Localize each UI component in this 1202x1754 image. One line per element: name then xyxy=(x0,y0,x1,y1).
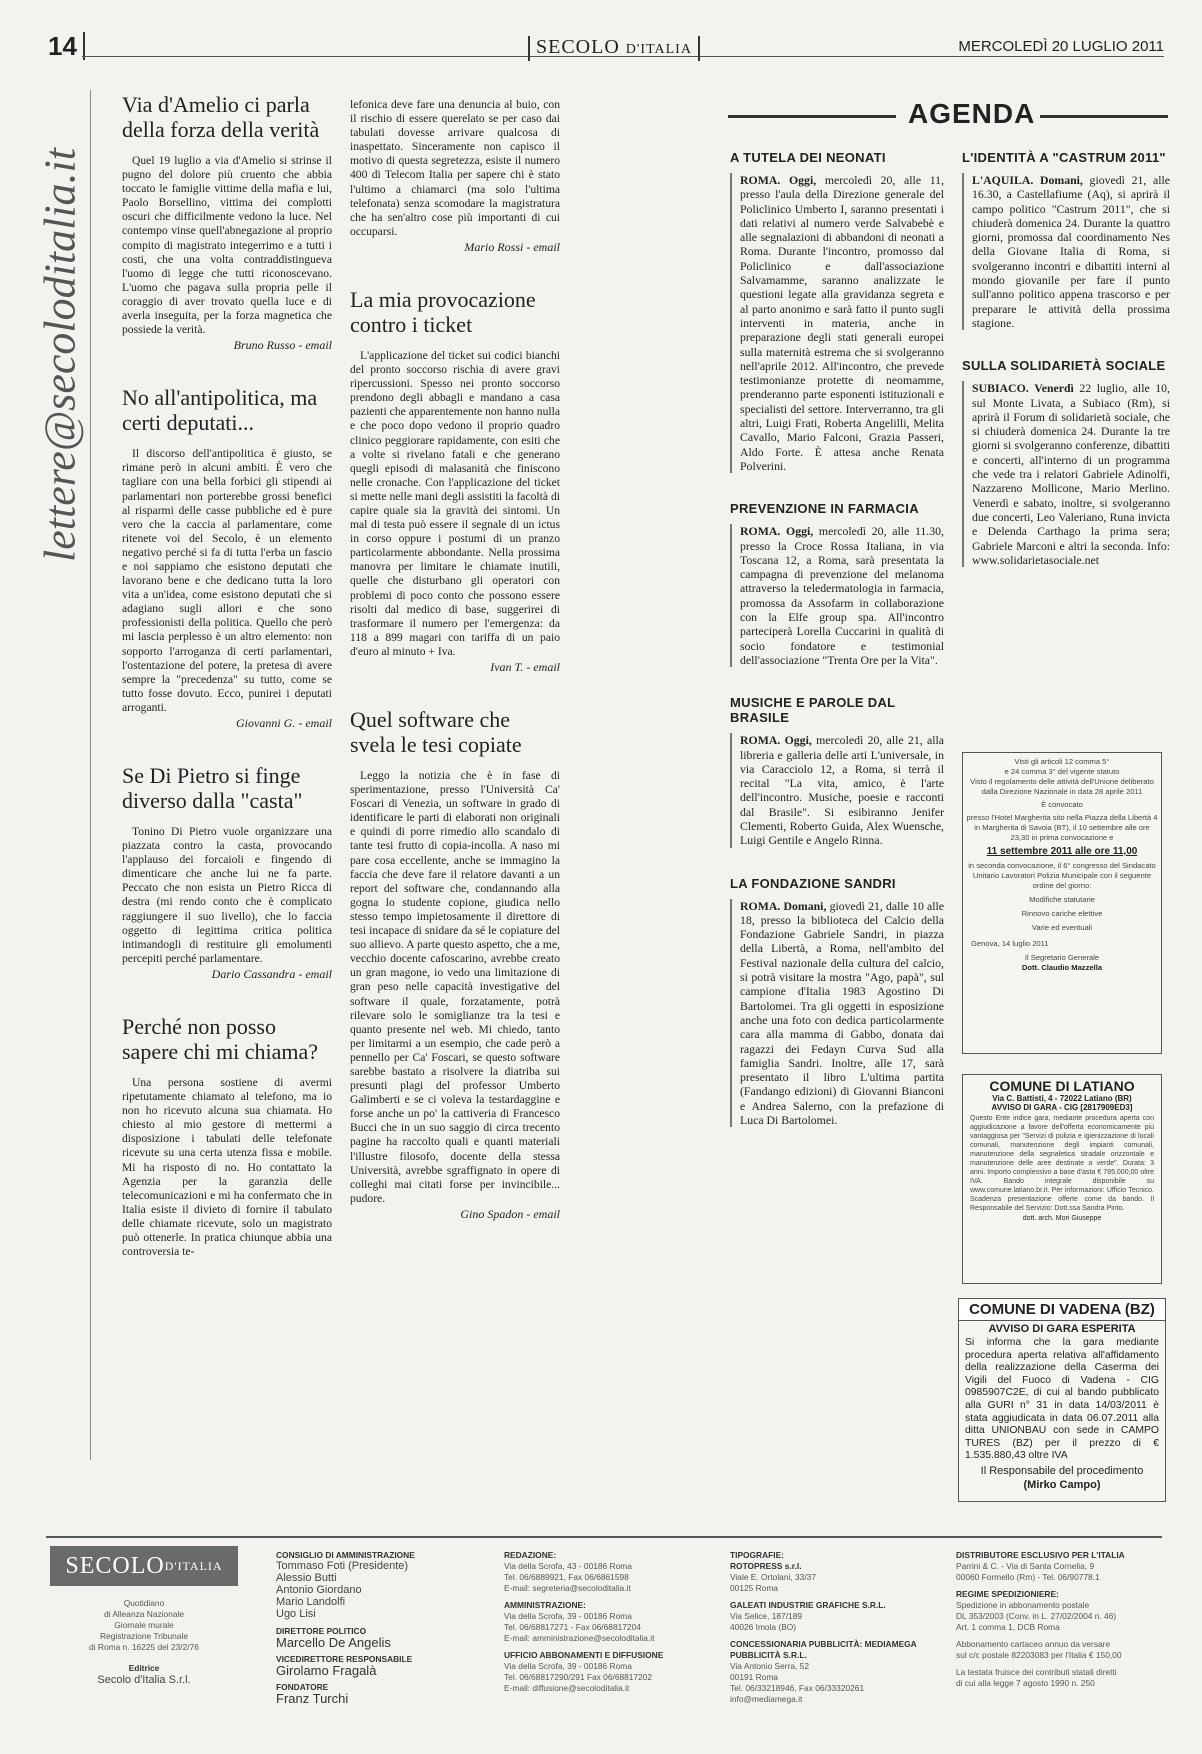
letter-continued xyxy=(350,98,560,255)
agenda-item xyxy=(962,358,1170,567)
letter xyxy=(350,287,560,675)
letter-title: Perché non posso sapere chi mi chiama? xyxy=(122,1013,319,1064)
letter-body: Una persona sostiene di avermi ripetutamente chiamato al telefono, ma io non ho ricevuto alcuna sua chiamata. Ho chiesto al mio gestore di mettermi a disposizione i tabulati delle telefonate ricevute su una certa utenza fissa e mobile. Mi ha risposto di no. Ho contattato la Agenzia per la garanzia delle telecomunicazioni e mi ha confermato che in Italia esiste il divieto di fornire il tabulato delle chiamate ricevute, solo un magistrato può ottenerle. In pratica chiunque abbia una controversia te- xyxy=(122,1075,332,1259)
agenda-item-body: ROMA. Oggi, mercoledì 20, alle 11, presso l'aula della Direzione generale del Policlinico Umberto I, saranno presentati i dati relativi al numero verde Salvabebè e alle segnalazioni di abbandoni di neonati a Roma. Durante l'incontro, promosso dal Policlinico e dall'associazione Salvamamme, saranno analizzate le questioni legate alla gravidanza segreta e al parto anonimo e sarà fatto il punto sugli interventi in materia, anche in preparazione degli stati generali europei sulla maternità estrema che si svolgeranno nell'aprile 2012. All'incontro, che prevede testimonianze protette di neomamme, prenderanno parte esponenti istituzionali e specialisti del settore. Interverranno, tra gli altri, Luigi Frati, Roberta Angelilli, Melita Cavallo, Mario Falconi, Grazia Passeri, Aldo Forte. È attesa anche Renata Polverini. xyxy=(740,173,945,473)
letter-signature: Gino Spadon - email xyxy=(460,1206,560,1221)
agenda-item xyxy=(730,150,944,473)
notice-line: Varie ed eventuali xyxy=(1031,923,1093,932)
letter xyxy=(122,385,332,731)
letter-body: Tonino Di Pietro vuole organizzare una piazzata contro la casta, provocando l'applauso dei forcaioli e fingendo di dimenticare che anche lui ne fa parte. Peccato che non esista un Pietro Ricca di destra (mi rendo conto che è complicato raggiungere il suo livello), che lo faccia oggetto di legittima critica politica intimandogli di restituire gli emolumenti percepiti perché parlamentare. xyxy=(122,825,332,965)
letter-body: Il discorso dell'antipolitica è giusto, se rimane però in alcuni ambiti. È vero che tagliare con una bella forbici gli stipendi ai parlamentari non porterebbe grossi benefici al risparmi delle casse pubbliche ed è pure vero che la caccia al parlamentare, come ritenete voi del Secolo, è un elemento negativo perché si fa di tutta l'erba un fascio e noi sappiamo che esistono deputati che lavorano bene e che dedicano tutta la loro vita a un'idea, come esistono deputati che si adagiano sugli allori e che sono professionisti della politica. Quello che però mi lascia perplesso è un altro elemento: non sopporto l'arroganza di certi parlamentari, l'ostentazione del potere, la pretesa di avere sempre la "precedenza" su tutto, come se tutto fosse dovuto. Ecco, punirei i deputati arroganti. xyxy=(122,447,332,714)
letter-signature: Dario Cassandra - email xyxy=(211,966,332,981)
notice-line: e 24 comma 3° del vigente statuto xyxy=(1004,767,1120,776)
letters-column-2 xyxy=(350,98,560,1254)
agenda-column-1 xyxy=(730,150,944,1155)
notice-line: in seconda convocazione, il 6° congresso del Sindacato Unitario Lavoratori Polizia Municipale con il seguente ordine del giorno: xyxy=(968,861,1156,890)
agenda-item-title: LA FONDAZIONE SANDRI xyxy=(730,875,896,891)
notice-signer: (Mirko Campo) xyxy=(1023,1478,1101,1491)
agenda-item xyxy=(730,501,944,667)
letter-signature: Mario Rossi - email xyxy=(464,239,560,254)
issue-date: MERCOLEDÌ 20 LUGLIO 2011 xyxy=(958,38,1164,55)
letter xyxy=(122,92,332,353)
footer-registration: Quotidiano di Alleanza Nazionale Giornale murale Registrazione Tribunale di Roma n. 16225 del 23/2/76 Editrice Secolo d'Italia S.r.l. xyxy=(89,1598,199,1686)
agenda-item-title: L'IDENTITÀ A "CASTRUM 2011" xyxy=(962,150,1166,165)
letters-email-vertical[interactable]: lettere@secoloditalia.it xyxy=(35,148,85,562)
footer-offices: REDAZIONE: Via della Scrofa, 43 - 00186 Roma Tel. 06/6889921, Fax 06/6861598 E-mail: segreteria@secoloditalia.it AMMINISTRAZIONE: Via della Scrofa, 39 - 00186 Roma Tel. 06/68817271 - Fax 06/68817204 E-mail: amministrazione@secoloditalia.it UFFICIO ABBONAMENTI E DIFFUSIONE Via della Scrofa, 39 - 00186 Roma Tel. 06/68817290/291 Fax 06/68817202 E-mail: diffusione@secoloditalia.it xyxy=(504,1550,664,1693)
vadena-notice xyxy=(958,1298,1166,1502)
notice-date-line: 11 settembre 2011 alle ore 11,00 xyxy=(986,846,1138,857)
notice-body: Questo Ente indice gara, mediante procedura aperta con aggiudicazione a favore dell'offerta economicamente più vantaggiosa per "Servizi di pulizia e igienizzazione di locali comunali, manutenzione degli impianti comunali, manutenzione della segnaletica stradale orizzontale e manutenzione delle aree destinate a verde". Durata: 3 anni. Importo complessivo a base d'asta € 795.000,00 oltre IVA. Bando integrale disponibile su www.comune.latiano.br.it. Per informazioni: Ufficio Tecnico. Scadenza presentazione offerte come da bando. Il Responsabile del Servizio: Dott.ssa Sandra Pinto. xyxy=(970,1115,1154,1212)
notice-line: Modifiche statutarie xyxy=(1029,895,1095,904)
side-rule xyxy=(90,90,91,1460)
letter-title: Via d'Amelio ci parla della forza della verità xyxy=(122,92,320,142)
notice-line: Visti gli articoli 12 comma 5° xyxy=(1014,757,1110,766)
notice-title: COMUNE DI LATIANO xyxy=(989,1078,1135,1094)
footer-board: CONSIGLIO DI AMMINISTRAZIONE Tommaso Foti (Presidente) Alessio Butti Antonio Giordano Mario Landolfi Ugo Lisi DIRETTORE POLITICO Marcello De Angelis VICEDIRETTORE RESPONSABILE Girolamo Fragalà FONDATORE Franz Turchi xyxy=(276,1550,415,1706)
notice-body: Si informa che la gara mediante procedura aperta relativa all'affidamento della realizzazione della Caserma dei Vigili del Fuoco di Vadena - CIG 0985907C2E, di cui al bando pubblicato alla GURI n° 31 in data 14/03/2011 è stata aggiudicata in data 06.07.2011 alla ditta UNIONBAU con sede in CAMPO TURES (BZ) per il prezzo di € 1.535.880,43 oltre IVA xyxy=(965,1337,1159,1462)
agenda-rule-right xyxy=(1040,115,1168,118)
agenda-item-title: A TUTELA DEI NEONATI xyxy=(730,150,886,165)
notice-role: Il Segretario Generale xyxy=(1024,953,1100,962)
agenda-rule-left xyxy=(728,115,896,118)
notice-line: Rinnovo cariche elettive xyxy=(1021,909,1103,918)
masthead: SECOLO D'ITALIA xyxy=(528,36,700,61)
letter-body: Leggo la notizia che è in fase di sperimentazione, presso l'Università Ca' Foscari di Venezia, un software in grado di identificare le parti di elaborati non originali e quindi di porre rimedio allo scandalo di tante tesi frutto di copia-incolla. A naso mi pare cosa eccellente, anche se immagino la faccia che deve fare il relatore davanti a un report del software che, condannando alla gogna lo studente copione, giudica nello stesso tempo impietosamente il direttore di tesi incapace di snidare da sé le copiature del suo allievo. A parte questo aspetto, che a me, vecchio docente cafoscarino, avrebbe creato un gran magone, io vedo una limitazione di gran peso nelle capacità investigative del software il quale, forzatamente, potrà rilevare solo le somiglianze tra la tesi e quanto presente nel web. Mi chiedo, tanto per limitarmi a un esempio, che cade però a pennello per Ca' Foscari, se questo software sarebbe bastato a risolvere la diatriba sui presunti plagi del professor Umberto Galimberti e se ci voleva la testardaggine e forse anche un po' la cattiveria di Francesco Bucci che in un suo saggio di circa trecento pagine ha raccolto quali e quanti materiali l'illustre filosofo, docente della stessa Università, avrebbe sgraffignato in opere di colleghi mai citati forse per invincibile... pudore. xyxy=(350,769,560,1205)
letter-body: L'applicazione del ticket sui codici bianchi del pronto soccorso rischia di avere gravi ripercussioni. Spesso nei pronto soccorso prendono degli abbagli e mandano a casa pazienti che apparentemente non hanno nulla e che poco dopo vedono il proprio quadro clinico peggiorare rapidamente, con esiti che a volte si rivelano fatali e che generano quegli episodi di malasanità che finiscono nelle cronache. Con l'applicazione del ticket si mette nelle mani degli assistiti la facoltà di capire quale sia la gravità dei sintomi. Un mal di testa può essere il segnale di un ictus in corso oppure i postumi di un pranzo particolarmente abbondante. Nella prossima manovra per limitare le chiamate inutili, quelle che disturbano gli operatori con problemi di poco conto che possono essere risolti dal medico di base, suggerirei di trasformare il numero per l'emergenza: da 118 a 899 magari con tariffa di un paio d'euro al minuto + Iva. xyxy=(350,348,560,658)
agenda-item-body: ROMA. Oggi, mercoledì 20, alle 21, alla libreria e galleria delle arti L'universale, in via Caracciolo 12, a Roma, si terrà il recital "La vita, amico, è l'arte dell'incontro. Musiche, poesie e racconti dal Brasile". Si esibiranno Jenifer Clementi, Roberto Guida, Alex Wuensche, Luigi Gentile e Angelo Rinna. xyxy=(740,733,944,848)
page-number: 14 xyxy=(48,32,85,60)
notice-address: Via C. Battisti, 4 - 72022 Latiano (BR) xyxy=(992,1094,1132,1103)
agenda-heading xyxy=(728,98,1168,132)
agenda-item-body: ROMA. Oggi, mercoledì 20, alle 11.30, presso la Croce Rossa Italiana, in via Toscana 12, a Roma, sarà presentata la campagna di prevenzione del melanoma attraverso la teledermatologia in farmacia, promossa da Assofarm in collaborazione con la Elfe group spa. All'incontro parteciperà Lorella Cuccarini in qualità di socio fondatore e testimonial dell'associazione "Trenta Ore per la Vita". xyxy=(740,524,945,667)
letter xyxy=(122,763,332,982)
letter xyxy=(350,707,560,1222)
letters-column-1 xyxy=(122,92,332,1291)
notice-line: presso l'Hotel Margherita sito nella Piazza della Libertà 4 in Margherita di Savoia (BT), il 10 settembre alle ore 23,30 in prima convocazione e xyxy=(966,813,1158,842)
agenda-item xyxy=(730,876,944,1128)
agenda-item xyxy=(730,695,944,847)
notice-line: È convocato xyxy=(1041,800,1083,809)
notice-place-date: Genova, 14 luglio 2011 xyxy=(971,939,1049,948)
letter-title: Se Di Pietro si finge diverso dalla "casta" xyxy=(122,763,303,813)
letter-signature: Bruno Russo - email xyxy=(233,338,332,353)
agenda-item-title: PREVENZIONE IN FARMACIA xyxy=(730,501,919,517)
congress-notice xyxy=(962,752,1162,1054)
agenda-title: AGENDA xyxy=(908,98,1036,129)
footer-printers: TIPOGRAFIE: ROTOPRESS s.r.l. Viale E. Ortolani, 33/37 00125 Roma GALEATI INDUSTRIE GRAFICHE S.R.L. Via Selice, 187/189 40026 Imola (BO) CONCESSIONARIA PUBBLICITÀ: MEDIAMEGA PUBBLICITÀ S.R.L. Via Antonio Serra, 52 00191 Roma Tel. 06/33218946, Fax 06/33320261 info@mediamega.it xyxy=(730,1550,917,1704)
agenda-column-2 xyxy=(962,150,1170,595)
notice-role: Il Responsabile del procedimento xyxy=(980,1464,1144,1477)
letter-signature: Ivan T. - email xyxy=(490,660,560,674)
latiano-notice xyxy=(962,1074,1162,1284)
letter-title: No all'antipolitica, ma certi deputati... xyxy=(122,385,318,436)
notice-line: Visto il regolamento delle attività dell'Unione deliberato dalla Direzione Nazionale in data 28 aprile 2011 xyxy=(970,777,1154,796)
agenda-item-body: SUBIACO. Venerdì 22 luglio, alle 10, sul Monte Livata, a Subiaco (Rm), si aprirà il Forum di solidarietà sociale, che si chiuderà domenica 24. Durante la tre giorni si svolgeranno conferenze, dibattiti e concerti, all'interno di un programma che vede tra i relatori Gabriele Adinolfi, Nazzareno Mollicone, Mario Merlino. Venerdì e sabato, inoltre, si svolgeranno due concerti, Leo Valeriano, Runa invicta e Delenda Carthago la prima sera; Gabriele Marconi e altri la seconda. Info: www.solidarietasociale.net xyxy=(972,381,1171,567)
agenda-item-title: SULLA SOLIDARIETÀ SOCIALE xyxy=(962,358,1166,374)
agenda-item xyxy=(962,150,1170,330)
letter-signature: Giovanni G. - email xyxy=(236,716,332,730)
notice-subtitle: AVVISO DI GARA ESPERITA xyxy=(988,1323,1136,1335)
notice-subtitle: AVVISO DI GARA - CIG [2817909ED3] xyxy=(991,1103,1133,1112)
notice-signer: Dott. Claudio Mazzella xyxy=(1021,963,1103,972)
letter-body: Quel 19 luglio a via d'Amelio si strinse il pugno del dolore più cruento che abbia toccato le famiglie vittime della mafia e lui, Paolo Borsellino, vittima dei complotti oscuri che difficilmente vedono la luce. Nel contempo vinse quell'abnegazione al proprio compito di magistrato integerrimo e a tutti i costi, che una volta contraddistingueva l'uomo di legge che tutti riconoscevano. L'uomo che pagava sulla propria pelle il coraggio di aver trovato quella luce e di averla inseguita, per la forza magnetica che possiede la verità. xyxy=(122,154,332,337)
agenda-item-title: MUSICHE E PAROLE DAL BRASILE xyxy=(730,695,896,726)
agenda-item-body: ROMA. Domani, giovedì 21, dalle 10 alle 18, presso la biblioteca del Calcio della Fondazione Gabriele Sandri, in piazza della Libertà, a Roma, nell'ambito del Festival nazionale della cultura del calcio, si potrà visitare la mostra "Ago, papà", sul campione d'Italia 1983 Agostino Di Bartolomei. Tra gli oggetti in esposizione anche una foto con dedica particolarmente cara alla mamma di Gabbo, donata dai ragazzi dei Fedayn Curva Sud alla famiglia Sandri. Inoltre, alle 17, sarà presentato il libro L'ultima partita (Fandango edizioni) di Giovanni Bianconi e Andrea Salerno, con la prefazione di Luca Di Bartolomei. xyxy=(740,898,945,1128)
letter-title: La mia provocazione contro i ticket xyxy=(350,286,536,337)
letter-body: lefonica deve fare una denuncia al buio, con il rischio di essere querelato se per caso dai tabulati dovesse arrivare qualcosa di inaspettato. Sinceramente non capisco il motivo di questa segretezza, esiste il numero 400 di Telecom Italia per sapere chi è stato l'ultimo a chiamarci (ma solo l'ultima telefonata) senza scomodare la magistratura che ha sen'altro cose più importanti di cui occuparsi. xyxy=(350,98,560,238)
footer-distribution: DISTRIBUTORE ESCLUSIVO PER L'ITALIA Parrini & C. - Via di Santa Cornelia, 9 00060 Formello (Rm) - Tel. 06/90778.1 REGIME SPEDIZIONIERE: Spedizione in abbonamento postale DL 353/2003 (Conv. in L. 27/02/2004 n. 46) Art. 1 comma 1, DCB Roma Abbonamento cartaceo annuo da versare sul c/c postale 82203083 per l'Italia € 150,00 La testata fruisce dei contributi statali diretti di cui alla legge 7 agosto 1990 n. 250 xyxy=(956,1550,1125,1688)
agenda-item-body: L'AQUILA. Domani, giovedì 21, alle 16.30, a Castellafiume (Aq), si aprirà il campo politico "Castrum 2011", che si chiuderà domenica 24. Durante la quattro giorni, promossa dal coordinamento Nes della Giovane Italia di Roma, si svolgeranno incontri e dibattiti interni al mondo giovanile per fare il punto sull'anno politico appena trascorso e per preparare le attività della prossima stagione. xyxy=(972,173,1171,330)
colophon xyxy=(46,1536,1162,1723)
notice-signature: dott. arch. Mori Giuseppe xyxy=(1022,1215,1102,1222)
notice-title: COMUNE DI VADENA (BZ) xyxy=(959,1299,1165,1321)
letter xyxy=(122,1014,332,1259)
letter-title: Quel software che svela le tesi copiate xyxy=(350,707,522,757)
footer-logo: SECOLO D'ITALIA xyxy=(50,1546,238,1586)
